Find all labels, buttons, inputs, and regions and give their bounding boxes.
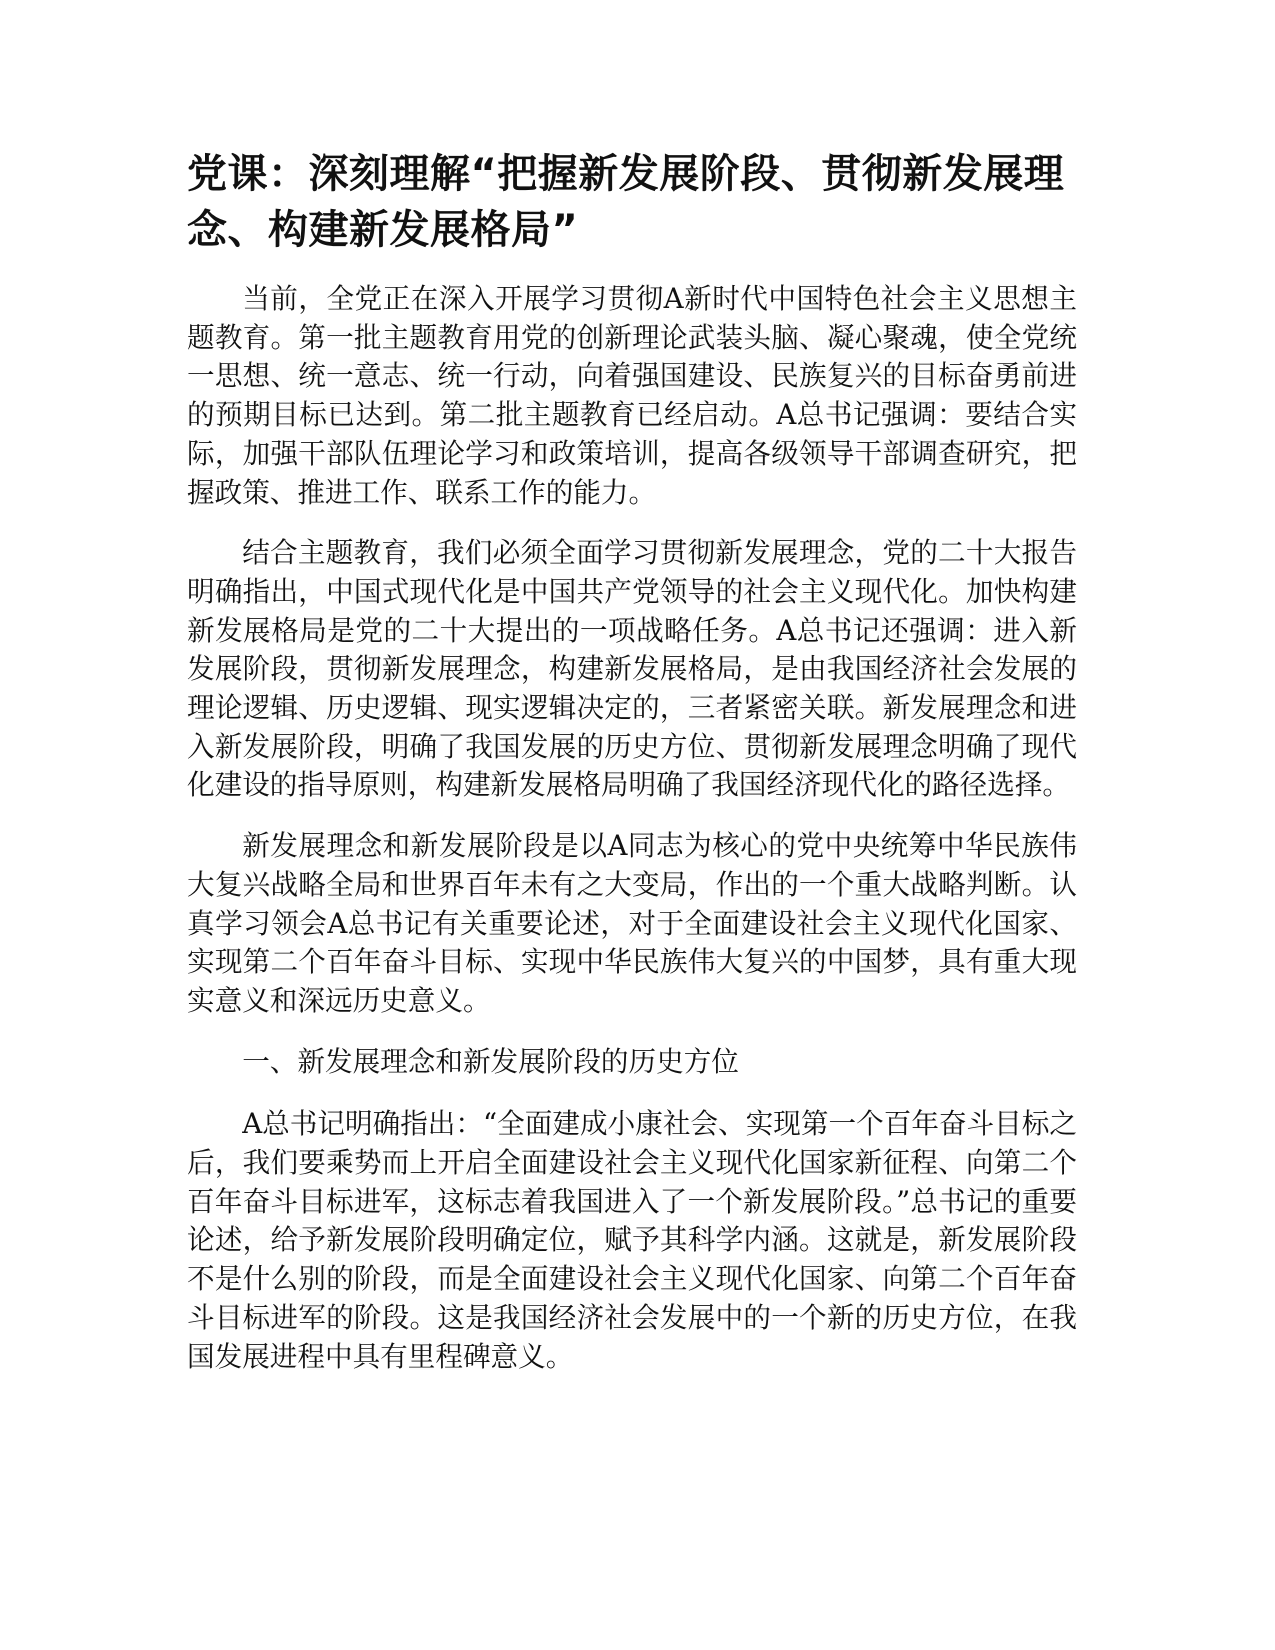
document-title: 党课：深刻理解“把握新发展阶段、贯彻新发展理念、构建新发展格局” bbox=[187, 151, 1065, 253]
paragraph-strategic-judgment: 新发展理念和新发展阶段是以A同志为核心的党中央统筹中华民族伟大复兴战略全局和世界百年未有之大变局，作出的一个重大战略判断。认真学习领会A总书记有关重要论述，对于全面建设社会主义现代化国家、实现第二个百年奋斗目标、实现中华民族伟大复兴的中国梦，具有重大现实意义和深远历史意义。 bbox=[187, 829, 1077, 1017]
paragraph-historical-position: A总书记明确指出：“全面建成小康社会、实现第一个百年奋斗目标之后，我们要乘势而上开启全面建设社会主义现代化国家新征程、向第二个百年奋斗目标进军，这标志着我国进入了一个新发展阶段。”总书记的重要论述，给予新发展阶段明确定位，赋予其科学内涵。这就是，新发展阶段不是什么别的阶段，而是全面建设社会主义现代化国家、向第二个百年奋斗目标进军的阶段。这是我国经济社会发展中的一个新的历史方位，在我国发展进程中具有里程碑意义。 bbox=[187, 1107, 1077, 1373]
paragraph-theme-education: 结合主题教育，我们必须全面学习贯彻新发展理念，党的二十大报告明确指出，中国式现代化是中国共产党领导的社会主义现代化。加快构建新发展格局是党的二十大提出的一项战略任务。A总书记还强调：进入新发展阶段，贯彻新发展理念，构建新发展格局，是由我国经济社会发展的理论逻辑、历史逻辑、现实逻辑决定的，三者紧密关联。新发展理念和进入新发展阶段，明确了我国发展的历史方位、贯彻新发展理念明确了现代化建设的指导原则，构建新发展格局明确了我国经济现代化的路径选择。 bbox=[187, 536, 1077, 802]
section-heading-1: 一、新发展理念和新发展阶段的历史方位 bbox=[242, 1044, 739, 1078]
document-body bbox=[187, 146, 1077, 1398]
paragraph-intro: 当前，全党正在深入开展学习贯彻A新时代中国特色社会主义思想主题教育。第一批主题教育用党的创新理论武装头脑、凝心聚魂，使全党统一思想、统一意志、统一行动，向着强国建设、民族复兴的目标奋勇前进的预期目标已达到。第二批主题教育已经启动。A总书记强调：要结合实际，加强干部队伍理论学习和政策培训，提高各级领导干部调查研究，把握政策、推进工作、联系工作的能力。 bbox=[187, 282, 1077, 509]
